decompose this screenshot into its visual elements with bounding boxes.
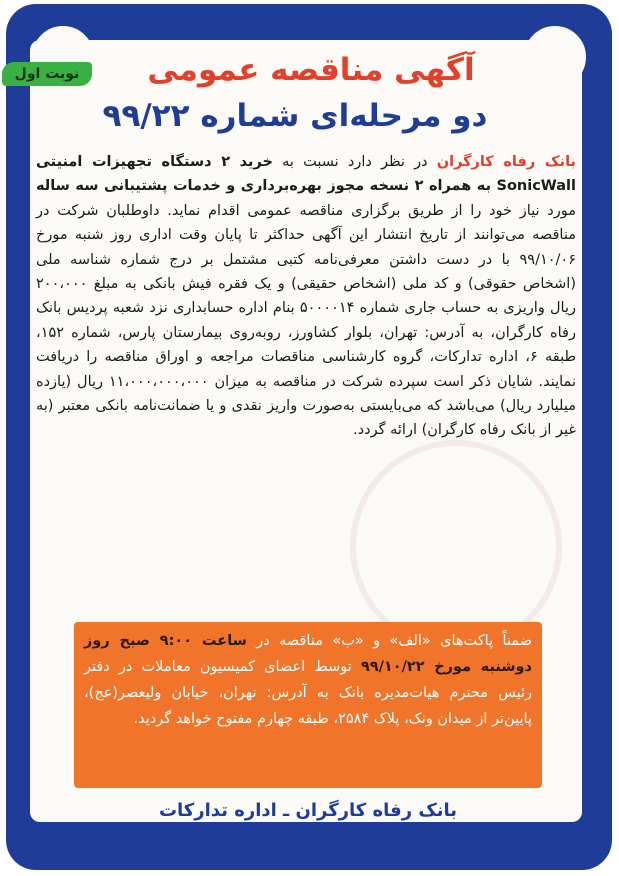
page-title: آگهی مناقصه عمومی bbox=[147, 52, 475, 88]
notice-lead: ضمناً پاکت‌های «الف» و «ب» مناقصه در bbox=[246, 633, 533, 649]
tender-body-text bbox=[36, 150, 576, 443]
edition-badge: نوبت اول bbox=[2, 62, 92, 86]
purchase-subject: خرید ۲ دستگاه تجهیزات امنیتی SonicWall به همراه ۲ نسخه مجوز بهره‌برداری و خدمات پشتیبانی سه ساله bbox=[36, 154, 576, 195]
opening-time: ساعت ۹:۰۰ صبح روز دوشنبه مورخ ۹۹/۱۰/۲۲ bbox=[84, 633, 533, 675]
opening-notice-text bbox=[84, 628, 532, 732]
opening-notice-box bbox=[74, 622, 542, 788]
body-details: مورد نیاز خود را از طریق برگزاری مناقصه عمومی اقدام نماید. داوطلبان شرکت در مناقصه می‌توانند از تاریخ انتشار این آگهی حداکثر تا پایان وقت اداری روز شنبه مورخ ۹۹/۱۰/۰۶ با در دست داشتن معرفی‌نامه کتبی مشتمل بر درج شماره شناسه ملی (اشخاص حقوقی) و کد ملی (اشخاص حقیقی) و یک فقره فیش بانکی به مبلغ ۲۰۰،۰۰۰ ریال واریزی به حساب جاری شماره ۵۰۰۰۰۱۴ بنام اداره حسابداری نزد شعبه پردیس بانک رفاه کارگران، به آدرس: تهران، بلوار کشاورز، روبه‌روی بیمارستان پارس، شماره ۱۵۲، طبقه ۶، اداره تدارکات، گروه کارشناسی مناقصات مراجعه و اوراق مناقصه را دریافت نمایند. شایان ذکر است سپرده شرکت در مناقصه به میزان ۱۱،۰۰۰،۰۰۰،۰۰۰ ریال (یازده میلیارد ریال) می‌باشد که می‌بایستی به‌صورت واریز نقدی و یا ضمانت‌نامه بانکی معتبر (به غیر از بانک رفاه کارگران) ارائه گردد. bbox=[36, 202, 577, 439]
footer-signature: بانک رفاه کارگران ـ اداره تدارکات bbox=[158, 800, 458, 821]
notice-rest: توسط اعضای کمیسیون معاملات در دفتر رئیس محترم هیات‌مدیره بانک به آدرس: تهران، خیابان ولیعصر(عج)، پایین‌تر از میدان ونک، پلاک ۲۵۸۴، طبقه چهارم مفتوح خواهد گردید. bbox=[84, 659, 532, 727]
body-intro: در نظر دارد نسبت به bbox=[272, 154, 437, 170]
bank-name: بانک رفاه کارگران bbox=[436, 154, 576, 170]
watermark-seal bbox=[350, 440, 562, 652]
tender-number: دو مرحله‌ای شماره ۹۹/۲۲ bbox=[102, 98, 488, 134]
